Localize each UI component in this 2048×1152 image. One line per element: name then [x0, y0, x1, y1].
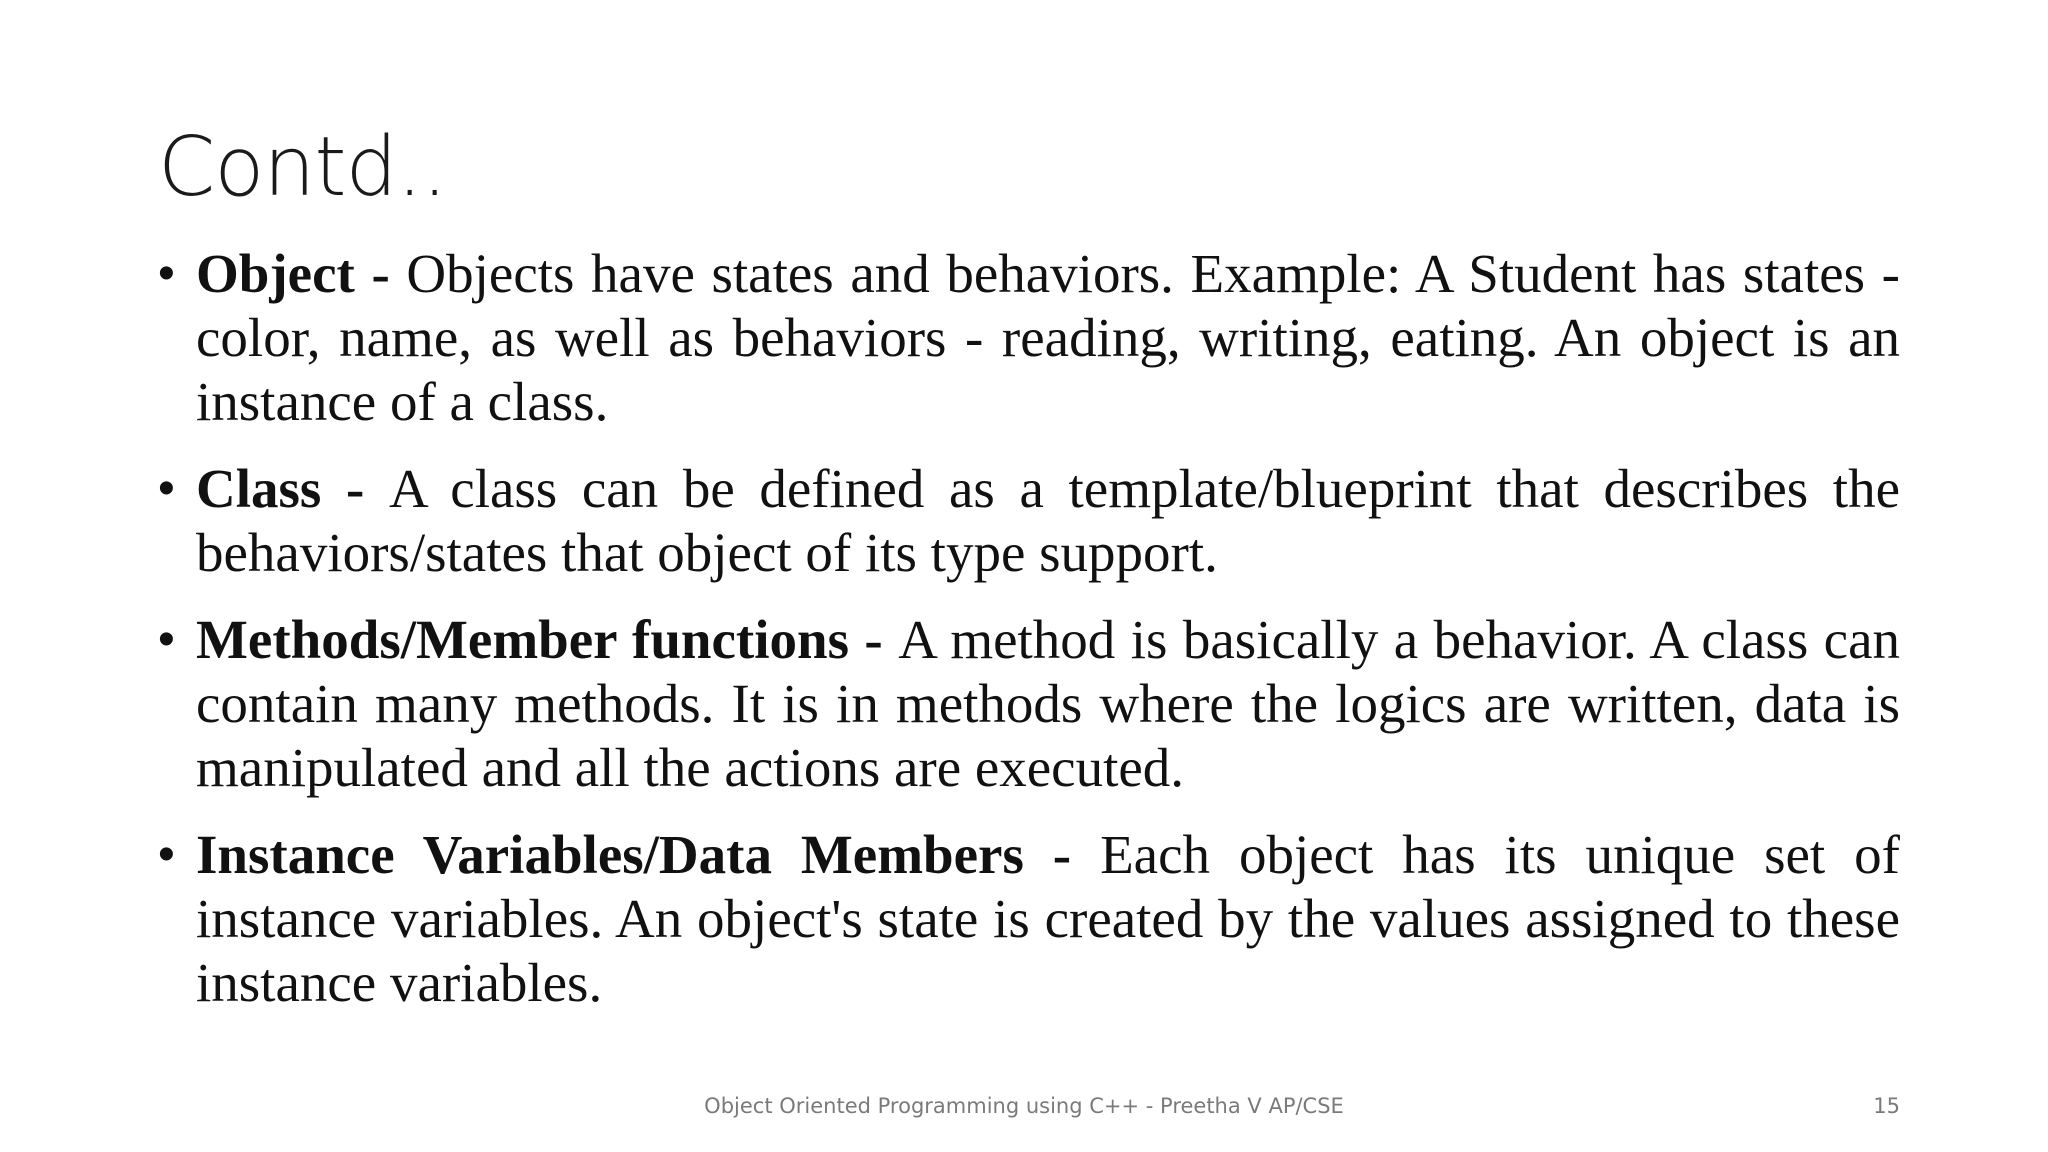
- bullet-text: A class can be defined as a template/blueprint that describes the behaviors/states that object of its type support.: [196, 458, 1900, 583]
- bullet-item-instance-variables: [158, 823, 1900, 1015]
- bullet-text: Objects have states and behaviors. Example: A Student has states - color, name, as well as behaviors - reading, writing, eating. An object is an instance of a class.: [196, 243, 1900, 432]
- bullet-item-object: [158, 242, 1900, 434]
- bullet-text: A method is basically a behavior. A class can contain many methods. It is in methods where the logics are written, data is manipulated and all the actions are executed.: [196, 609, 1900, 798]
- bullet-item-methods: [158, 608, 1900, 800]
- bullet-term: Instance Variables/Data Members -: [196, 824, 1101, 885]
- bullet-list: [158, 242, 1900, 1038]
- slide-number: 15: [1873, 1094, 1900, 1118]
- slide-footer: Object Oriented Programming using C++ - Preetha V AP/CSE: [704, 1094, 1344, 1118]
- bullet-icon: •: [158, 828, 175, 881]
- bullet-term: Methods/Member functions -: [196, 609, 899, 670]
- bullet-icon: •: [158, 462, 175, 515]
- bullet-text: Each object has its unique set of instance variables. An object's state is created by the values assigned to these instance variables.: [196, 824, 1900, 1013]
- bullet-icon: •: [158, 613, 175, 666]
- bullet-item-class: [158, 457, 1900, 585]
- bullet-term: Class -: [196, 458, 389, 519]
- bullet-icon: •: [158, 247, 175, 300]
- bullet-term: Object -: [196, 243, 407, 304]
- slide-title: Contd..: [158, 120, 447, 215]
